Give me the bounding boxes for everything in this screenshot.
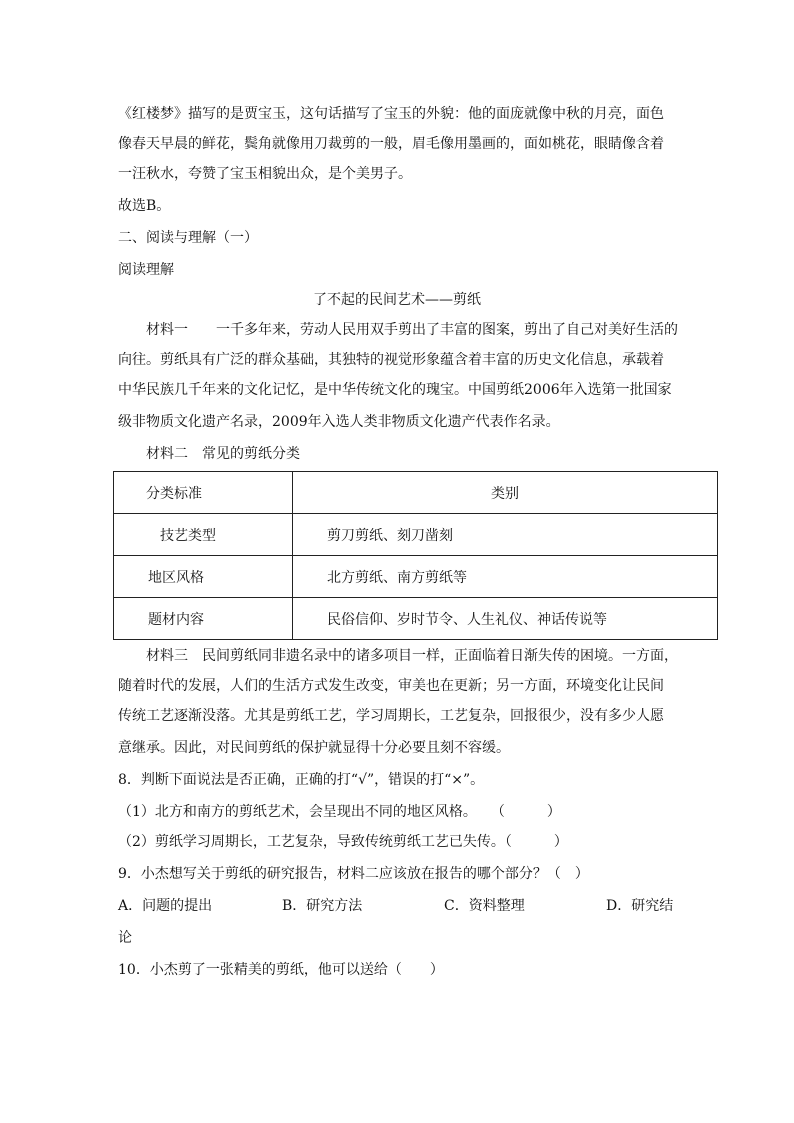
table-cell: 剪刀剪纸、刻刀凿刻 xyxy=(293,514,718,556)
section-heading: 二、阅读与理解（一） xyxy=(118,230,258,246)
table-row xyxy=(114,514,718,556)
paragraph-line: 《红楼梦》描写的是贾宝玉，这句话描写了宝玉的外貌：他的面庞就像中秋的月亮，面色 xyxy=(118,106,664,122)
answer-line: 故选B。 xyxy=(118,198,171,214)
option-a: A．问题的提出 xyxy=(118,898,213,914)
question-10-stem: 10．小杰剪了一张精美的剪纸，他可以送给（ ） xyxy=(118,962,444,978)
material1-line: 向往。剪纸具有广泛的群众基础，其独特的视觉形象蕴含着丰富的历史文化信息，承载着 xyxy=(118,352,664,368)
subheading: 阅读理解 xyxy=(118,262,174,278)
material3-line: 材料三 民间剪纸同非遗名录中的诸多项目一样，正面临着日渐失传的困境。一方面， xyxy=(146,648,678,664)
option-c: C．资料整理 xyxy=(444,898,525,914)
table-cell: 民俗信仰、岁时节令、人生礼仪、神话传说等 xyxy=(293,598,718,640)
table-cell: 题材内容 xyxy=(114,598,293,640)
option-d-wrap: 论 xyxy=(118,930,132,946)
question-8-item: （1）北方和南方的剪纸艺术，会呈现出不同的地区风格。 （ ） xyxy=(118,804,561,820)
material3-line: 随着时代的发展，人们的生活方式发生改变，审美也在更新；另一方面，环境变化让民间 xyxy=(118,678,664,694)
material2-title: 材料二 常见的剪纸分类 xyxy=(146,446,300,462)
option-b: B．研究方法 xyxy=(282,898,363,914)
classification-table xyxy=(113,471,718,640)
material3-line: 意继承。因此，对民间剪纸的保护就显得十分必要且刻不容缓。 xyxy=(118,740,510,756)
table-header-row xyxy=(114,472,718,514)
table-cell: 北方剪纸、南方剪纸等 xyxy=(293,556,718,598)
material1-line: 材料一 一千多年来，劳动人民用双手剪出了丰富的图案，剪出了自己对美好生活的 xyxy=(146,322,678,338)
option-d: D．研究结 xyxy=(606,898,674,914)
question-8-stem: 8．判断下面说法是否正确，正确的打“√”，错误的打“×”。 xyxy=(118,772,485,788)
article-title: 了不起的民间艺术——剪纸 xyxy=(313,292,481,308)
table-row xyxy=(114,556,718,598)
material1-line: 中华民族几千年来的文化记忆，是中华传统文化的瑰宝。中国剪纸2006年入选第一批国家 xyxy=(118,382,672,398)
table-header-cell: 类别 xyxy=(293,472,718,514)
question-9-stem: 9．小杰想写关于剪纸的研究报告，材料二应该放在报告的哪个部分？（ ） xyxy=(118,866,589,882)
material3-line: 传统工艺逐渐没落。尤其是剪纸工艺，学习周期长，工艺复杂，回报很少，没有多少人愿 xyxy=(118,708,664,724)
table-header-cell: 分类标准 xyxy=(114,472,293,514)
table-cell: 技艺类型 xyxy=(114,514,293,556)
question-8-item: （2）剪纸学习周期长，工艺复杂，导致传统剪纸工艺已失传。（ ） xyxy=(118,834,568,850)
table-cell: 地区风格 xyxy=(114,556,293,598)
paragraph-line: 一汪秋水，夸赞了宝玉相貌出众，是个美男子。 xyxy=(118,166,412,182)
table-row xyxy=(114,598,718,640)
paragraph-line: 像春天早晨的鲜花，鬓角就像用刀裁剪的一般，眉毛像用墨画的，面如桃花，眼睛像含着 xyxy=(118,136,664,152)
material1-line: 级非物质文化遗产名录，2009年入选人类非物质文化遗产代表作名录。 xyxy=(118,414,560,430)
